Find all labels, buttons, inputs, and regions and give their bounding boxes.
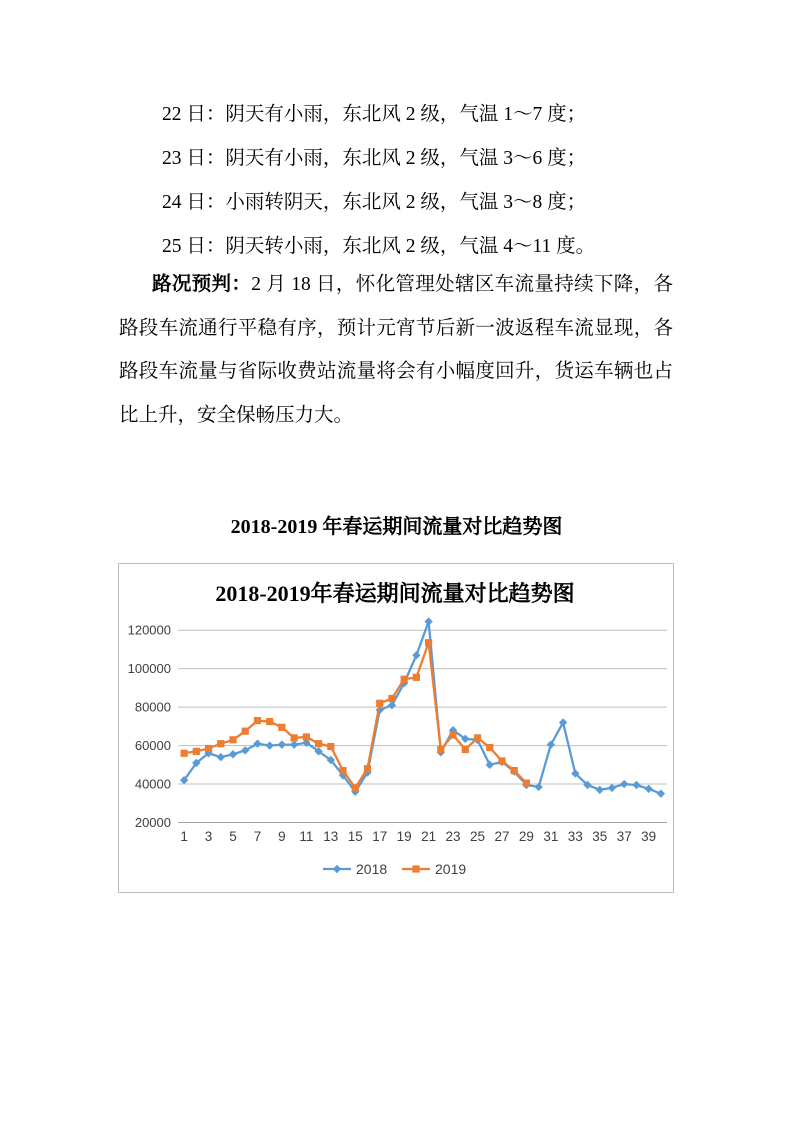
marker-2019	[486, 744, 493, 751]
x-axis-label: 19	[396, 829, 412, 844]
marker-2019	[498, 757, 505, 764]
marker-2019	[291, 734, 298, 741]
marker-2019	[266, 718, 273, 725]
marker-2019	[181, 750, 188, 757]
marker-2019	[364, 765, 371, 772]
x-axis-label: 15	[347, 829, 363, 844]
weather-line: 22 日：阴天有小雨，东北风 2 级，气温 1～7 度；	[162, 104, 587, 125]
marker-2018	[632, 781, 640, 789]
marker-2018	[644, 785, 652, 793]
marker-2019	[242, 728, 249, 735]
y-axis-label: 80000	[134, 699, 171, 715]
series-2019-line	[184, 643, 526, 788]
x-axis-label: 5	[229, 829, 237, 844]
marker-2018	[241, 746, 249, 754]
marker-2019	[327, 743, 334, 750]
weather-line: 23 日：阴天有小雨，东北风 2 级，气温 3～6 度；	[162, 148, 587, 169]
marker-2018	[547, 740, 555, 748]
marker-2019	[425, 639, 432, 646]
x-axis-label: 37	[616, 829, 632, 844]
x-axis-label: 17	[372, 829, 388, 844]
marker-2019	[352, 784, 359, 791]
y-axis-label: 40000	[134, 776, 171, 792]
marker-2019	[474, 734, 481, 741]
marker-2019	[401, 676, 408, 683]
legend-label-2019: 2019	[435, 861, 467, 877]
x-axis-label: 35	[592, 829, 608, 844]
x-axis-label: 25	[469, 829, 486, 844]
y-axis-label: 60000	[134, 738, 171, 754]
marker-2019	[388, 695, 395, 702]
weather-line: 24 日：小雨转阴天，东北风 2 级，气温 3～8 度；	[162, 192, 587, 213]
marker-2018	[559, 718, 567, 726]
marker-2018	[253, 739, 261, 747]
y-axis-label: 120000	[127, 622, 171, 638]
marker-2019	[217, 740, 224, 747]
legend-marker-2019	[412, 865, 419, 872]
marker-2019	[278, 724, 285, 731]
x-axis-label: 39	[641, 829, 657, 844]
forecast-lead: 路况预判：	[152, 274, 252, 295]
marker-2018	[388, 701, 396, 709]
marker-2019	[229, 736, 236, 743]
x-axis-label: 23	[445, 829, 461, 844]
marker-2018	[229, 750, 237, 758]
legend-label-2018: 2018	[356, 861, 388, 877]
legend-marker-2018	[333, 865, 341, 873]
chart-caption: 2018-2019 年春运期间流量对比趋势图	[230, 516, 563, 538]
x-axis-label: 7	[253, 829, 262, 844]
marker-2019	[193, 748, 200, 755]
x-axis-label: 31	[543, 829, 559, 844]
weather-forecast-lines	[120, 93, 673, 269]
marker-2018	[278, 740, 286, 748]
x-axis-label: 3	[204, 829, 213, 844]
marker-2019	[523, 779, 530, 786]
x-axis-label: 21	[421, 829, 437, 844]
marker-2019	[437, 746, 444, 753]
marker-2019	[315, 740, 322, 747]
traffic-flow-chart	[118, 563, 674, 893]
marker-2019	[376, 700, 383, 707]
marker-2018	[290, 740, 298, 748]
marker-2018	[265, 741, 273, 749]
x-axis-label: 27	[494, 829, 510, 844]
marker-2019	[303, 733, 310, 740]
y-axis-label: 100000	[127, 661, 171, 677]
marker-2019	[413, 674, 420, 681]
x-axis-label: 29	[518, 829, 534, 844]
x-axis-label: 9	[278, 829, 286, 844]
x-axis-label: 11	[299, 829, 314, 844]
marker-2019	[254, 717, 261, 724]
x-axis-label: 33	[567, 829, 583, 844]
chart-svg	[119, 564, 671, 890]
marker-2018	[412, 651, 420, 659]
marker-2019	[462, 746, 469, 753]
marker-2018	[424, 617, 432, 625]
marker-2019	[339, 767, 346, 774]
y-axis-label: 20000	[134, 815, 171, 830]
marker-2018	[217, 753, 225, 761]
marker-2019	[511, 767, 518, 774]
x-axis-label: 13	[323, 829, 339, 844]
x-axis-label: 1	[180, 829, 188, 844]
marker-2019	[205, 745, 212, 752]
marker-2019	[449, 731, 456, 738]
marker-2018	[620, 780, 628, 788]
forecast-paragraph	[119, 263, 673, 437]
chart-title: 2018-2019年春运期间流量对比趋势图	[215, 581, 575, 606]
weather-line: 25 日：阴天转小雨，东北风 2 级，气温 4～11 度。	[162, 236, 596, 257]
marker-2018	[657, 789, 665, 797]
marker-2018	[486, 761, 494, 769]
forecast-text: 2 月 18 日，怀化管理处辖区车流量持续下降，各路段车流通行平稳有序，预计元宵节后新一波返程车流显现，各路段车流量与省际收费站流量将会有小幅度回升，货运车辆也占比上升，安全保畅压力大。	[119, 274, 673, 426]
marker-2018	[596, 786, 604, 794]
marker-2018	[608, 784, 616, 792]
